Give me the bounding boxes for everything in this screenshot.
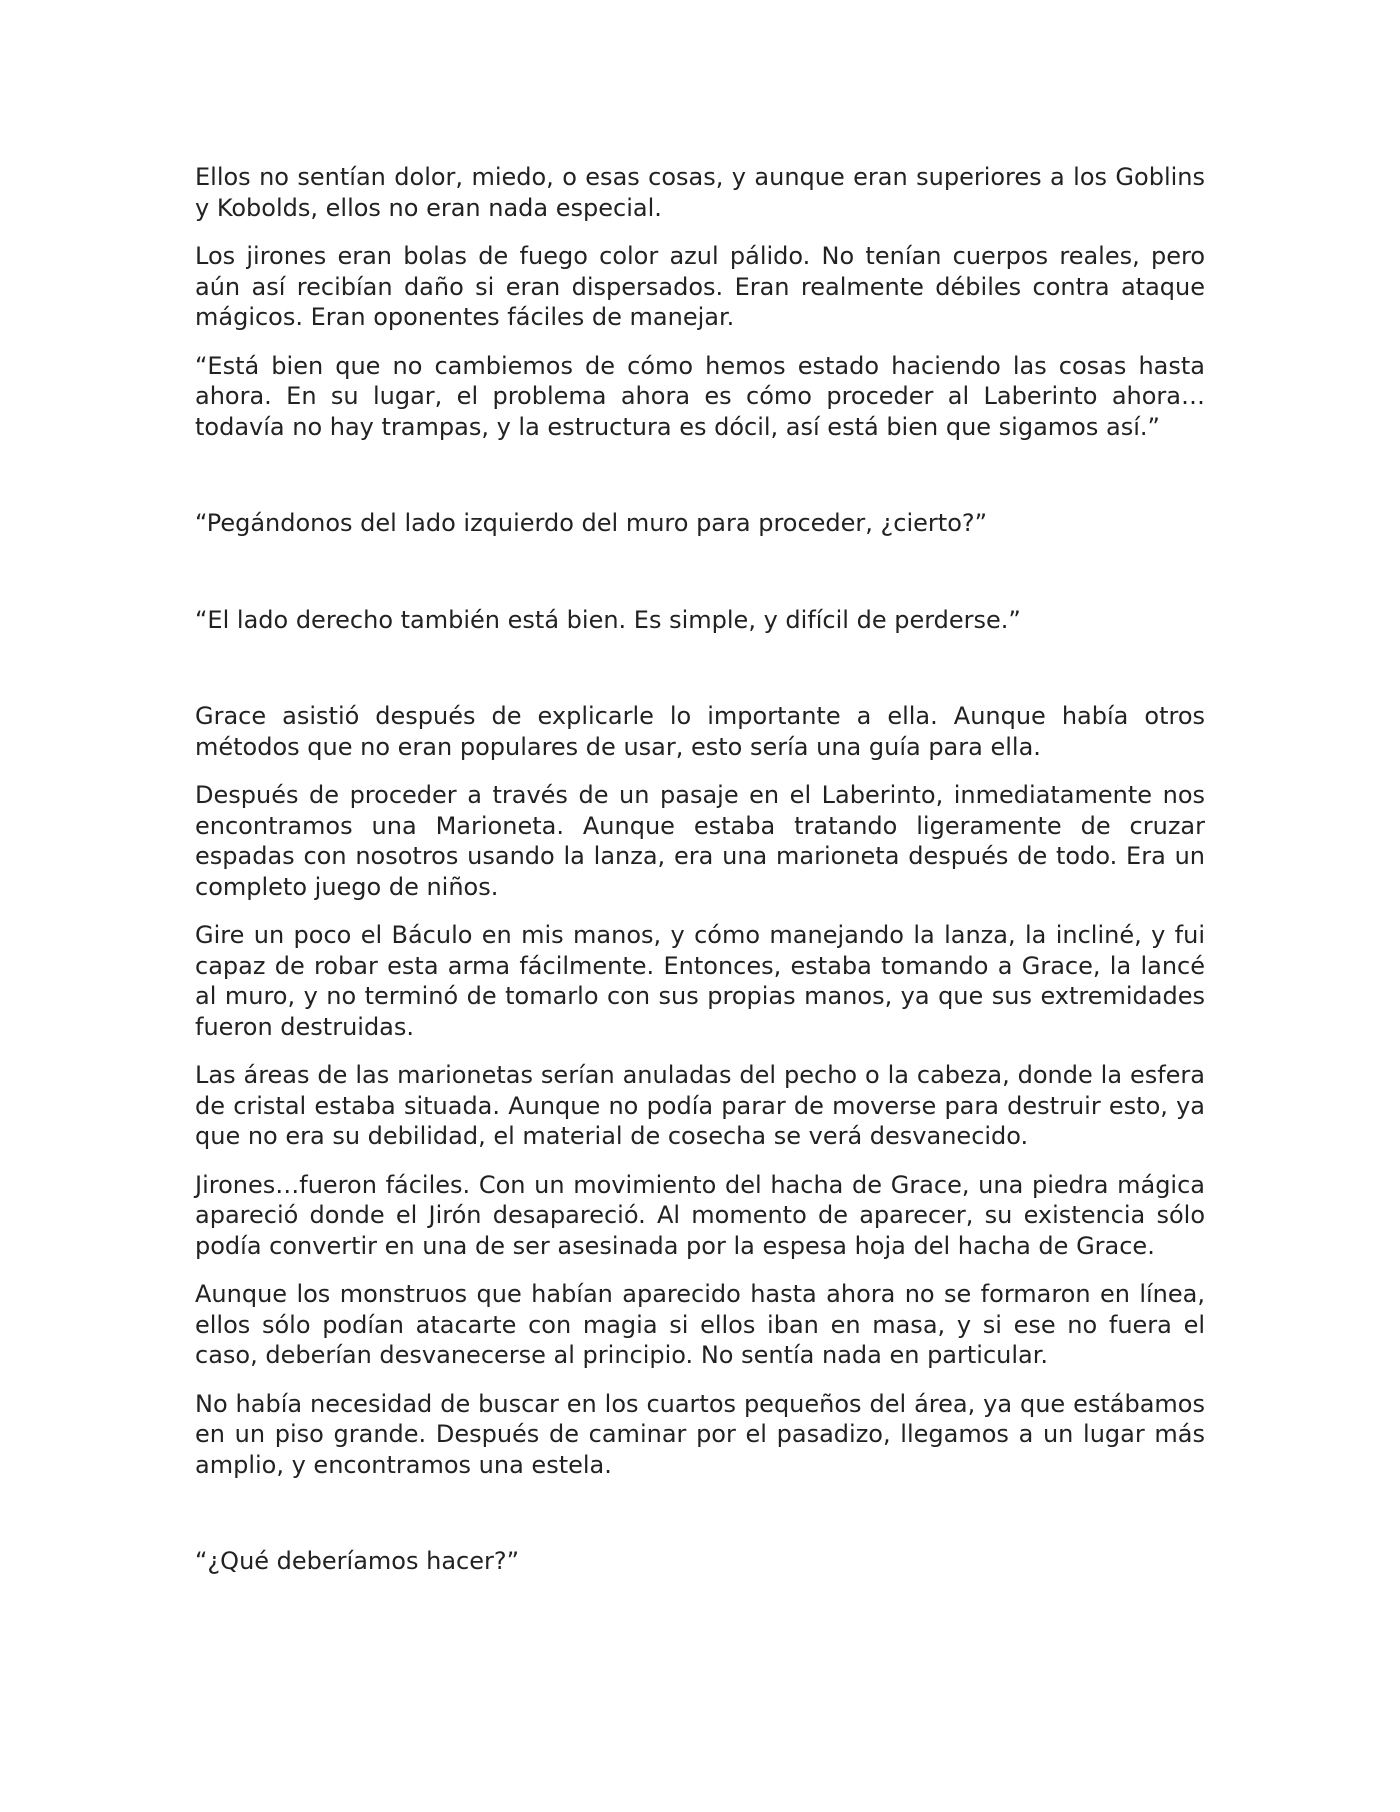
- paragraph: “Está bien que no cambiemos de cómo hemos estado haciendo las cosas hasta ahora. En su lugar, el problema ahora es cómo proceder al Laberinto ahora… todavía no hay trampas, y la estructura es dócil, así está bien que sigamos así.”: [195, 351, 1205, 441]
- paragraph: Aunque los monstruos que habían aparecido hasta ahora no se formaron en línea, ellos sólo podían atacarte con magia si ellos iban en masa, y si ese no fuera el caso, deberían desvanecerse al principio. No sentía nada en particular.: [195, 1280, 1205, 1369]
- paragraph: Después de proceder a través de un pasaje en el Laberinto, inmediatamente nos encontramos una Marioneta. Aunque estaba tratando ligeramente de cruzar espadas con nosotros usando la lanza, era una marioneta después de todo. Era un completo juego de niños.: [195, 781, 1205, 901]
- paragraph: Jirones…fueron fáciles. Con un movimiento del hacha de Grace, una piedra mágica apareció donde el Jirón desapareció. Al momento de aparecer, su existencia sólo podía convertir en una de ser asesinada por la espesa hoja del hacha de Grace.: [195, 1170, 1205, 1260]
- paragraph: No había necesidad de buscar en los cuartos pequeños del área, ya que estábamos en un piso grande. Después de caminar por el pasadizo, llegamos a un lugar más amplio, y encontramos una estela.: [195, 1389, 1205, 1479]
- dialogue-line: “Pegándonos del lado izquierdo del muro para proceder, ¿cierto?”: [195, 509, 988, 537]
- dialogue-line: “El lado derecho también está bien. Es simple, y difícil de perderse.”: [195, 605, 1021, 634]
- paragraph: Gire un poco el Báculo en mis manos, y cómo manejando la lanza, la incliné, y fui capaz de robar esta arma fácilmente. Entonces, estaba tomando a Grace, la lancé al muro, y no terminó de tomarlo con sus propias manos, ya que sus extremidades fueron destruidas.: [195, 921, 1205, 1041]
- body-text: [195, 162, 1205, 1577]
- paragraph: Ellos no sentían dolor, miedo, o esas cosas, y aunque eran superiores a los Goblins y Kobolds, ellos no eran nada especial.: [195, 163, 1205, 222]
- paragraph: Las áreas de las marionetas serían anuladas del pecho o la cabeza, donde la esfera de cristal estaba situada. Aunque no podía parar de moverse para destruir esto, ya que no era su debilidad, el material de cosecha se verá desvanecido.: [195, 1061, 1205, 1150]
- paragraph: Los jirones eran bolas de fuego color azul pálido. No tenían cuerpos reales, pero aún así recibían daño si eran dispersados. Eran realmente débiles contra ataque mágicos. Eran oponentes fáciles de manejar.: [195, 242, 1205, 331]
- paragraph: Grace asistió después de explicarle lo importante a ella. Aunque había otros métodos que no eran populares de usar, esto sería una guía para ella.: [195, 702, 1205, 761]
- dialogue-line: “¿Qué deberíamos hacer?”: [195, 1547, 520, 1575]
